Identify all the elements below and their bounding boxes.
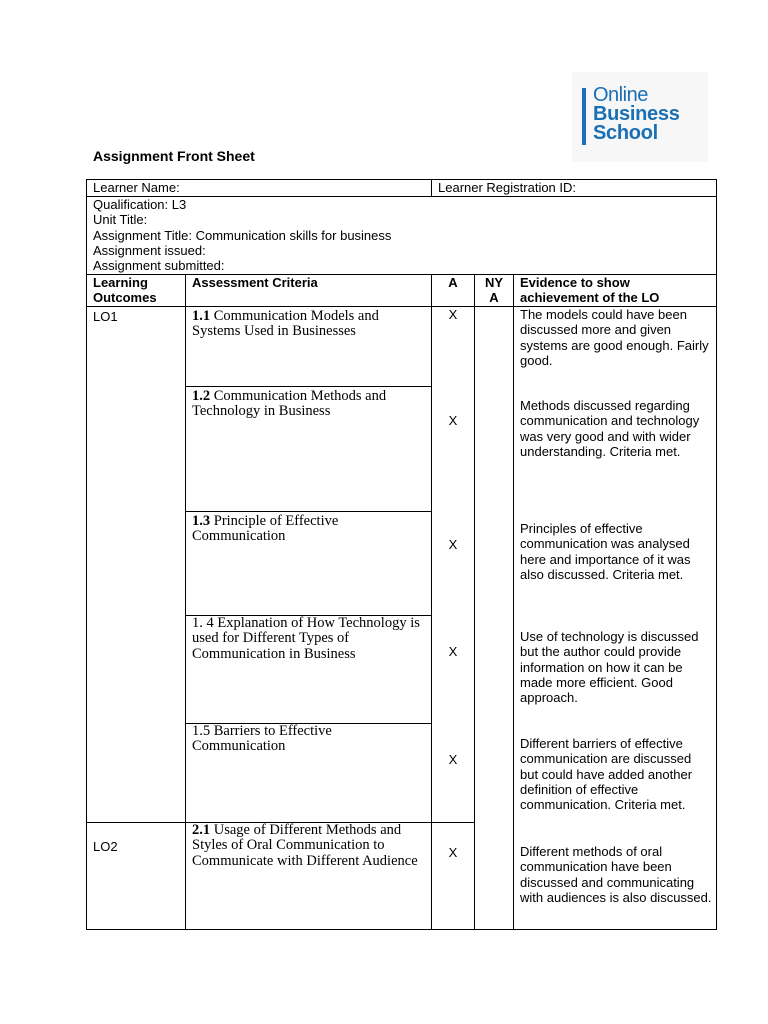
learner-reg-cell (432, 180, 717, 197)
evidence-text: Different methods of oral communication have been discussed and communicating with audiences is also discussed. (520, 844, 712, 905)
nya-column-cell (475, 307, 514, 930)
criteria-number: 2.1 (192, 822, 211, 838)
evidence-text: The models could have been discussed more and given systems are good enough. Fairly good. (520, 307, 709, 368)
evidence-text: Methods discussed regarding communication and technology was very good and with wider understanding. Criteria met. (520, 398, 700, 459)
criteria-text: 1. 4 Explanation of How Technology is used for Different Types of Communication in Business (192, 615, 420, 662)
page-title: Assignment Front Sheet (93, 148, 255, 164)
header-row (87, 275, 717, 307)
criteria-cell (186, 387, 432, 512)
criteria-text: Communication Models and Systems Used in Businesses (192, 308, 379, 340)
criteria-text: Communication Methods and Technology in Business (192, 388, 387, 420)
criteria-number: 1.3 (192, 513, 211, 529)
learner-reg-label: Learner Registration ID: (438, 180, 577, 195)
assignment-submitted-text: Assignment submitted: (93, 258, 225, 274)
logo-text (593, 86, 680, 143)
qualification-text: Qualification: L3 (93, 197, 187, 212)
unit-title-text: Unit Title: (93, 212, 148, 228)
header-assessment-criteria: Assessment Criteria (186, 275, 432, 307)
criteria-cell (186, 616, 432, 724)
lo1-cell (87, 307, 186, 823)
criteria-cell (186, 307, 432, 387)
learner-name-cell (87, 180, 432, 197)
assignment-table (86, 179, 717, 930)
a-mark: X (448, 644, 458, 659)
header-learning-outcomes: Learning Outcomes (87, 275, 186, 307)
criteria-number: 1.1 (192, 308, 211, 324)
logo-bar-icon (582, 88, 586, 145)
a-mark: X (448, 537, 458, 552)
logo-line-school: School (593, 122, 658, 144)
a-mark: X (448, 307, 458, 322)
criteria-cell (186, 823, 432, 930)
evidence-text: Principles of effective communication was analysed here and importance of it was also discussed. Criteria met. (520, 521, 691, 582)
a-mark: X (448, 752, 458, 767)
lo-label: LO2 (93, 839, 118, 854)
evidence-text: Use of technology is discussed but the author could provide information on how it can be made more efficient. Good approach. (520, 629, 699, 706)
logo-line-business: Business (593, 103, 680, 125)
header-evidence: Evidence to show achievement of the LO (514, 275, 717, 307)
evidence-text: Different barriers of effective communication are discussed but could have added another definition of effective communication. Criteria met. (520, 736, 693, 813)
header-a: A (432, 275, 475, 307)
criteria-text: Principle of Effective Communication (192, 513, 339, 545)
criteria-cell (186, 512, 432, 616)
logo-line-online: Online (593, 84, 648, 106)
criteria-number: 1.2 (192, 388, 211, 404)
assignment-info-cell (87, 197, 717, 275)
online-business-school-logo (572, 72, 708, 162)
header-nya: NY A (475, 275, 514, 307)
learner-row (87, 180, 717, 197)
lo-label: LO1 (93, 309, 118, 324)
a-mark: X (448, 413, 458, 428)
a-column-cell (432, 307, 475, 823)
criteria-cell (186, 724, 432, 823)
criteria-text: 1.5 Barriers to Effective Communication (192, 723, 332, 755)
assignment-title-text: Assignment Title: Communication skills for business (93, 227, 392, 243)
evidence-column-cell (514, 307, 717, 930)
assignment-info-row (87, 197, 717, 275)
lo2-cell (87, 823, 186, 930)
assignment-issued-text: Assignment issued: (93, 242, 206, 258)
a-mark: X (448, 845, 458, 860)
a-mark-cell (432, 823, 475, 930)
learner-name-label: Learner Name: (93, 180, 180, 195)
table-row (87, 307, 717, 387)
criteria-text: Usage of Different Methods and Styles of Oral Communication to Communicate with Different Audience (192, 822, 418, 869)
